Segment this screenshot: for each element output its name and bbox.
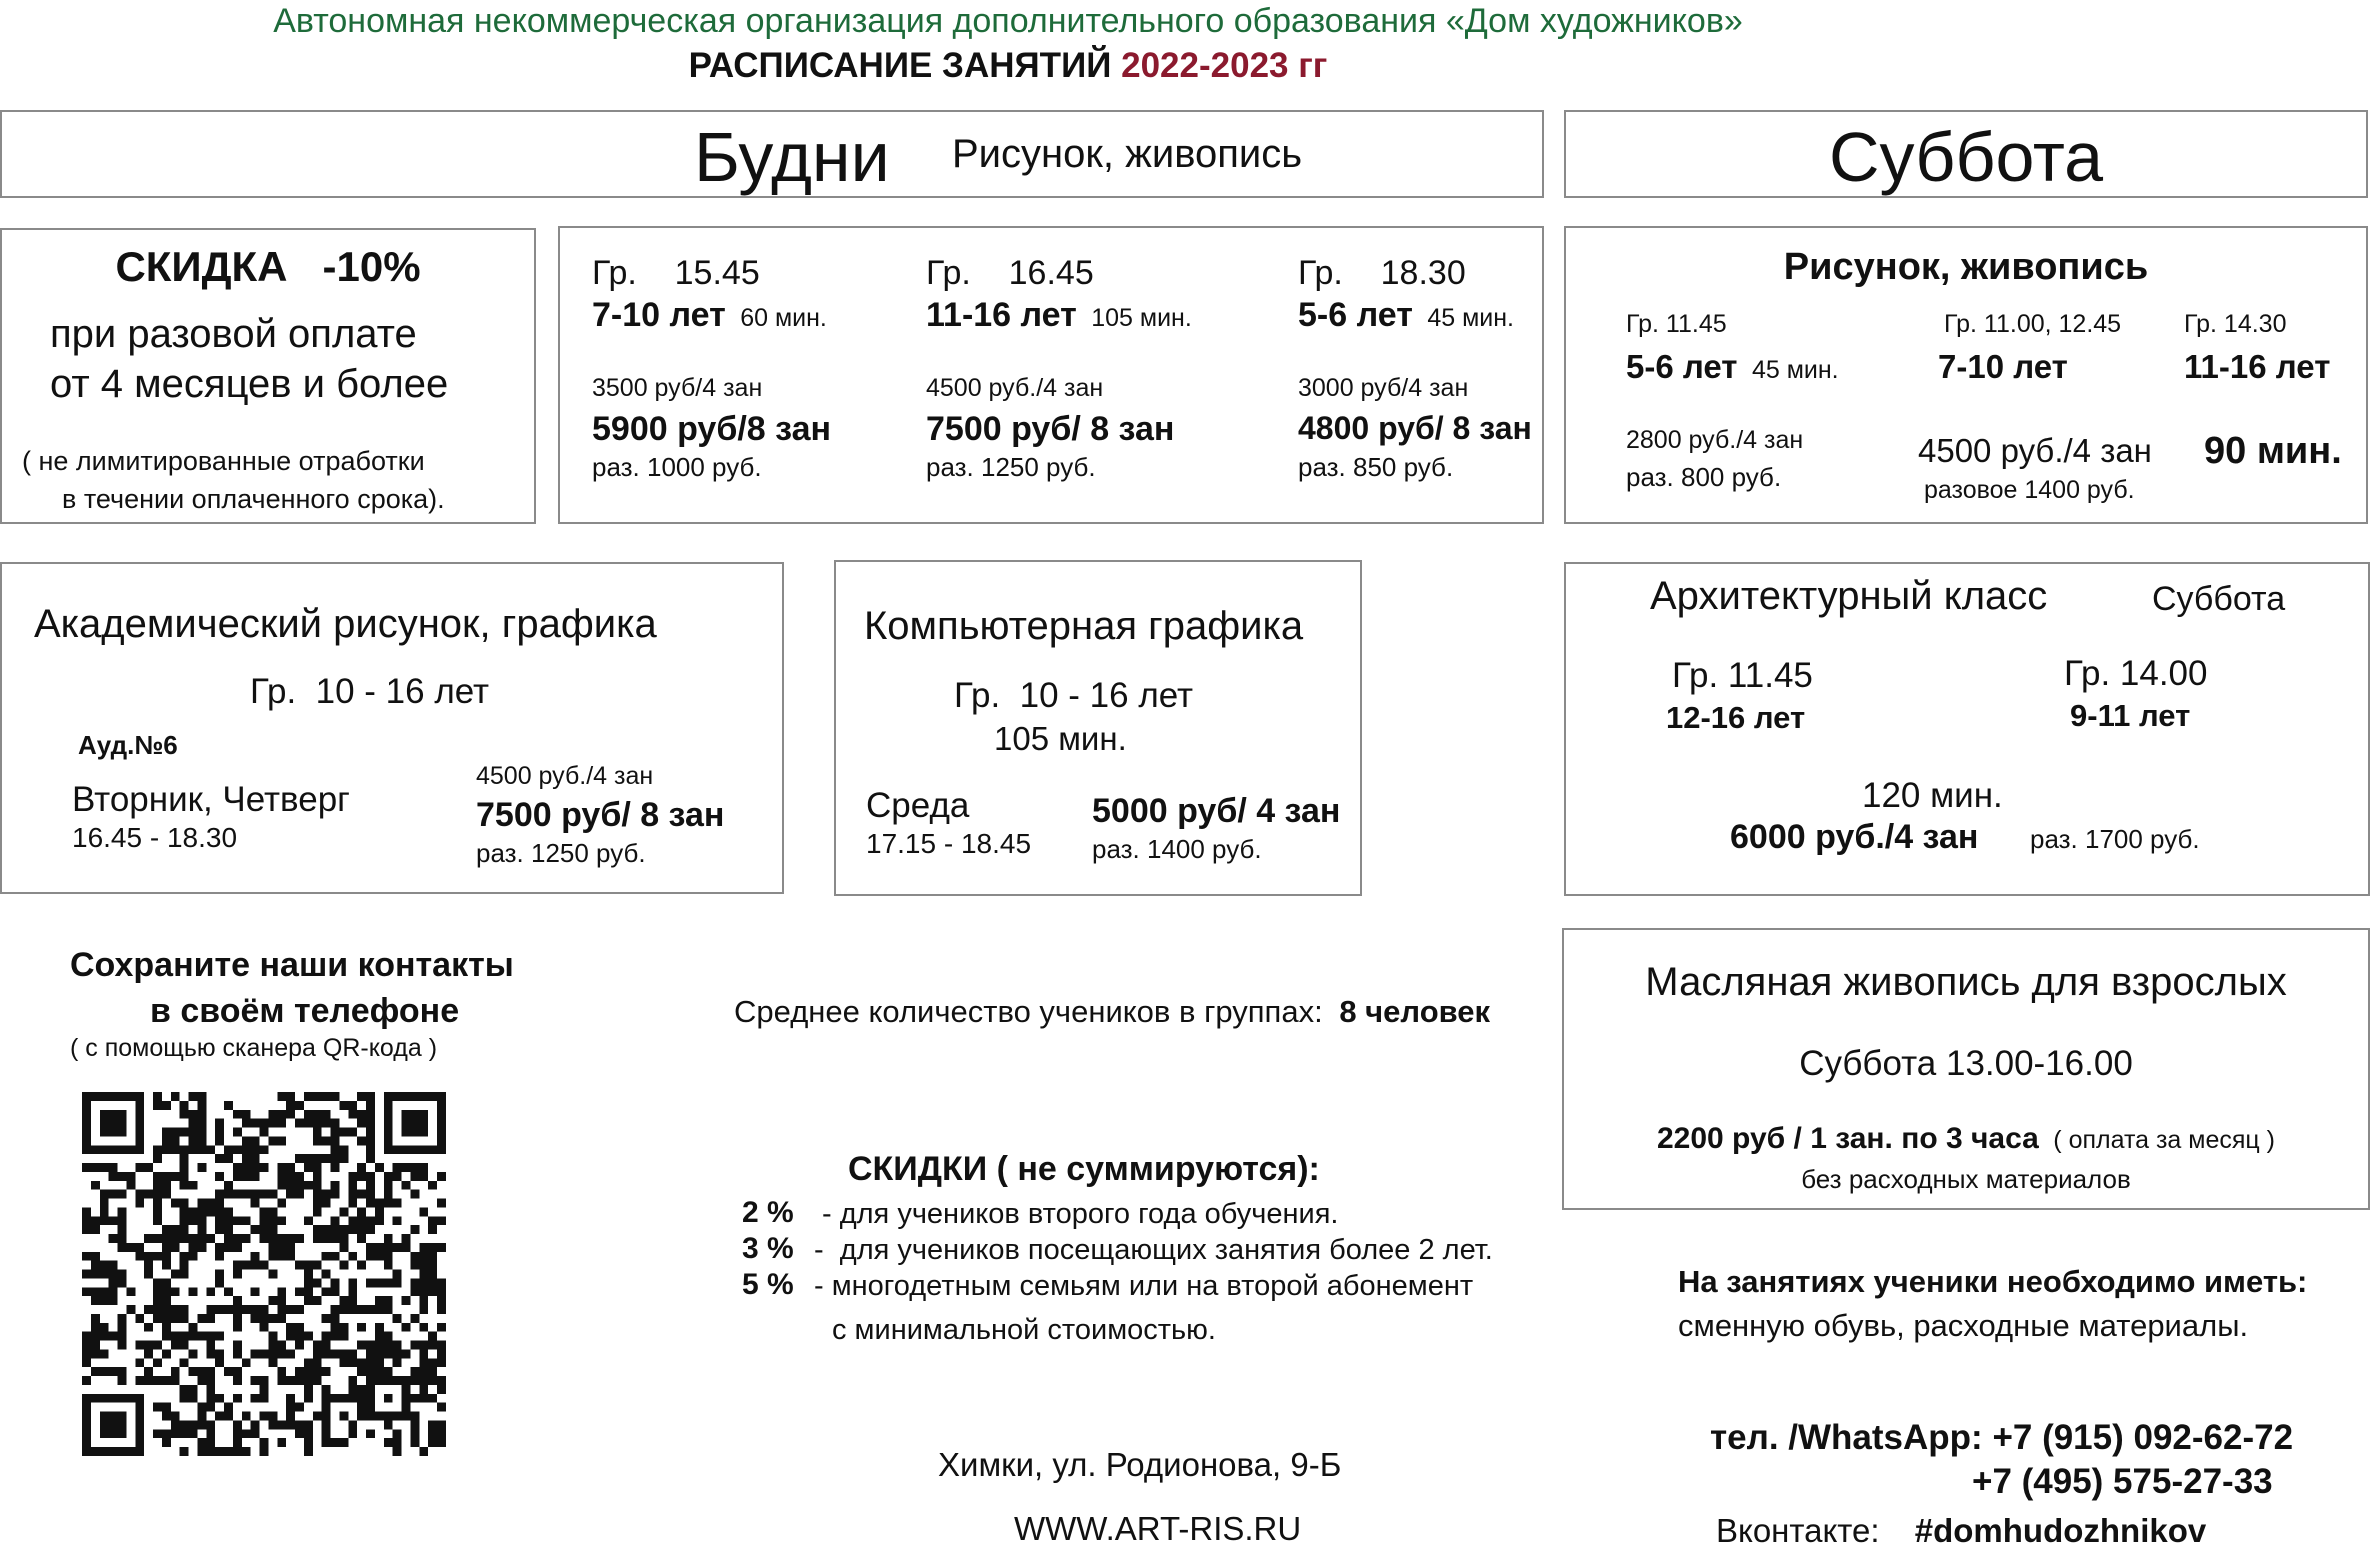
group-2-age-row	[926, 298, 1192, 332]
group-3-age-row	[1298, 298, 1514, 332]
sat-group-1-single: раз. 800 руб.	[1626, 462, 1782, 492]
computer-title: Компьютерная графика	[864, 604, 1304, 648]
discount-line-1: при разовой оплате	[50, 312, 417, 356]
phone-row-1	[1710, 1420, 2293, 1455]
weekdays-title: Будни	[694, 118, 890, 196]
sat-group-1-price: 2800 руб./4 зан	[1626, 426, 1804, 454]
phone-label: тел. /WhatsApp:	[1710, 1418, 1983, 1457]
group-1-duration: 60 мин.	[740, 304, 827, 332]
computer-graphics-box	[834, 560, 1362, 896]
group-3-single: раз. 850 руб.	[1298, 452, 1454, 482]
arch-group-1-time: Гр. 11.45	[1672, 656, 1813, 695]
sat-group-1-age: 5-6 лет	[1626, 348, 1738, 385]
academic-days: Вторник, Четверг	[72, 780, 350, 819]
schedule-title	[0, 48, 2016, 83]
group-1-age: 7-10 лет	[592, 296, 726, 334]
requirements-text: сменную обувь, расходные материалы.	[1678, 1308, 2249, 1343]
academic-hours: 16.45 - 18.30	[72, 822, 238, 853]
oil-payment: ( оплата за месяц )	[2053, 1126, 2276, 1154]
group-1-age-row	[592, 298, 827, 332]
group-2-age: 11-16 лет	[926, 296, 1077, 334]
discounts-title: СКИДКИ ( не суммируются):	[848, 1150, 1320, 1188]
computer-duration: 105 мин.	[994, 720, 1127, 757]
discount-box	[0, 228, 536, 524]
computer-group: Гр. 10 - 16 лет	[954, 676, 1194, 715]
architecture-day: Суббота	[2152, 580, 2286, 618]
discount-2-pct: 2 %	[742, 1196, 794, 1229]
architecture-box	[1564, 562, 2370, 896]
computer-single: раз. 1400 руб.	[1092, 834, 1262, 864]
architecture-single: раз. 1700 руб.	[2030, 824, 2200, 854]
website-link[interactable]: WWW.ART-RIS.RU	[1014, 1510, 1302, 1547]
discount-title: СКИДКА	[115, 243, 288, 290]
arch-group-1-age: 12-16 лет	[1666, 700, 1806, 735]
group-3-duration: 45 мин.	[1427, 304, 1514, 332]
sat-group-2-time: Гр. 11.00, 12.45	[1944, 310, 2122, 338]
discount-heading	[2, 243, 534, 290]
phone-1[interactable]: +7 (915) 092-62-72	[1992, 1418, 2294, 1457]
sat-group-1-age-row	[1626, 350, 1839, 383]
group-2-duration: 105 мин.	[1091, 304, 1192, 332]
discount-value: -10%	[322, 243, 421, 290]
sat-group-2-age: 7-10 лет	[1938, 348, 2068, 385]
sat-group-3-time: Гр. 14.30	[2184, 310, 2287, 338]
academic-single: раз. 1250 руб.	[476, 838, 646, 868]
group-2-time: Гр. 16.45	[926, 254, 1094, 292]
oil-painting-box	[1562, 928, 2370, 1210]
academic-drawing-box	[0, 562, 784, 894]
discount-2-text: - для учеников второго года обучения.	[822, 1198, 1339, 1230]
contacts-note: ( с помощью сканера QR-кода )	[70, 1034, 438, 1062]
discount-5-continuation: с минимальной стоимостью.	[832, 1314, 1216, 1346]
sat-group-1-duration: 45 мин.	[1751, 356, 1839, 384]
discount-line-2: от 4 месяцев и более	[50, 362, 449, 406]
group-1-time: Гр. 15.45	[592, 254, 760, 292]
sat-group-1-time: Гр. 11.45	[1626, 310, 1727, 338]
arch-group-2-age: 9-11 лет	[2070, 698, 2191, 733]
academic-room: Ауд.№6	[78, 730, 178, 760]
saturday-drawing-title: Рисунок, живопись	[1783, 246, 2149, 288]
oil-price: 2200 руб / 1 зан. по 3 часа	[1656, 1122, 2039, 1155]
computer-price-4: 5000 руб/ 4 зан	[1092, 792, 1341, 830]
group-2-single: раз. 1250 руб.	[926, 452, 1096, 482]
architecture-duration: 120 мин.	[1862, 776, 2003, 815]
weekdays-banner	[0, 110, 1544, 198]
discount-note-1: ( не лимитированные отработки	[22, 446, 425, 476]
group-2-price-4: 4500 руб./4 зан	[926, 374, 1104, 402]
group-3-price-8: 4800 руб/ 8 зан	[1298, 410, 1532, 446]
architecture-title: Архитектурный класс	[1650, 574, 2048, 618]
architecture-price: 6000 руб./4 зан	[1730, 818, 1979, 856]
discount-3-pct: 3 %	[742, 1232, 794, 1265]
group-1-price-4: 3500 руб/4 зан	[592, 374, 763, 402]
phone-2[interactable]: +7 (495) 575-27-33	[1972, 1462, 2273, 1501]
group-1-single: раз. 1000 руб.	[592, 452, 762, 482]
computer-day: Среда	[866, 786, 970, 825]
vk-label: Вконтакте:	[1716, 1512, 1880, 1549]
oil-title: Масляная живопись для взрослых	[1645, 960, 2287, 1004]
weekday-groups-box	[558, 226, 1544, 524]
vk-tag[interactable]: #domhudozhnikov	[1914, 1512, 2207, 1549]
weekdays-subtitle: Рисунок, живопись	[952, 132, 1303, 176]
saturday-title: Суббота	[1828, 118, 2104, 196]
group-3-time: Гр. 18.30	[1298, 254, 1466, 292]
group-2-price-8: 7500 руб/ 8 зан	[926, 410, 1175, 448]
discount-note-2: в течении оплаченного срока).	[62, 484, 445, 514]
computer-hours: 17.15 - 18.45	[866, 828, 1032, 859]
requirements-title: На занятиях ученики необходимо иметь:	[1678, 1264, 2308, 1299]
arch-group-2-time: Гр. 14.00	[2064, 654, 2208, 693]
group-1-price-8: 5900 руб/8 зан	[592, 410, 832, 448]
oil-materials: без расходных материалов	[1801, 1164, 2131, 1194]
group-3-price-4: 3000 руб/4 зан	[1298, 374, 1469, 402]
academic-price-4: 4500 руб./4 зан	[476, 762, 654, 790]
sat-group-2-single: разовое 1400 руб.	[1924, 476, 2135, 504]
contacts-line-1: Сохраните наши контакты	[70, 946, 514, 984]
average-label: Среднее количество учеников в группах:	[734, 994, 1323, 1029]
saturday-drawing-box	[1564, 226, 2368, 524]
address-street: Химки, ул. Родионова, 9-Б	[938, 1446, 1342, 1483]
discount-3-text: - для учеников посещающих занятия более 2 лет.	[814, 1234, 1493, 1266]
academic-group: Гр. 10 - 16 лет	[250, 672, 490, 711]
qr-code-icon[interactable]	[72, 1092, 456, 1456]
group-3-age: 5-6 лет	[1298, 296, 1413, 334]
average-students	[734, 996, 1490, 1027]
discount-5-pct: 5 %	[742, 1268, 794, 1301]
schedule-years: 2022-2023 гг	[1121, 46, 1328, 85]
academic-title: Академический рисунок, графика	[34, 602, 657, 646]
average-value: 8 человек	[1339, 994, 1491, 1029]
schedule-label: РАСПИСАНИЕ ЗАНЯТИЙ	[688, 46, 1112, 85]
sat-group-3-age: 11-16 лет	[2184, 348, 2331, 385]
sat-group-3-duration: 90 мин.	[2204, 430, 2342, 472]
academic-price-8: 7500 руб/ 8 зан	[476, 796, 725, 834]
saturday-banner	[1564, 110, 2368, 198]
sat-group-2-price: 4500 руб./4 зан	[1918, 432, 2152, 469]
contacts-line-2: в своём телефоне	[150, 992, 460, 1030]
vk-row	[1716, 1514, 2206, 1547]
oil-schedule: Суббота 13.00-16.00	[1799, 1044, 2133, 1083]
organization-name: Автономная некоммерческая организация дополнительного образования «Дом художников»	[273, 2, 1743, 40]
oil-price-row	[1564, 1124, 2368, 1154]
discount-5-text: - многодетным семьям или на второй абонемент	[814, 1270, 1474, 1302]
